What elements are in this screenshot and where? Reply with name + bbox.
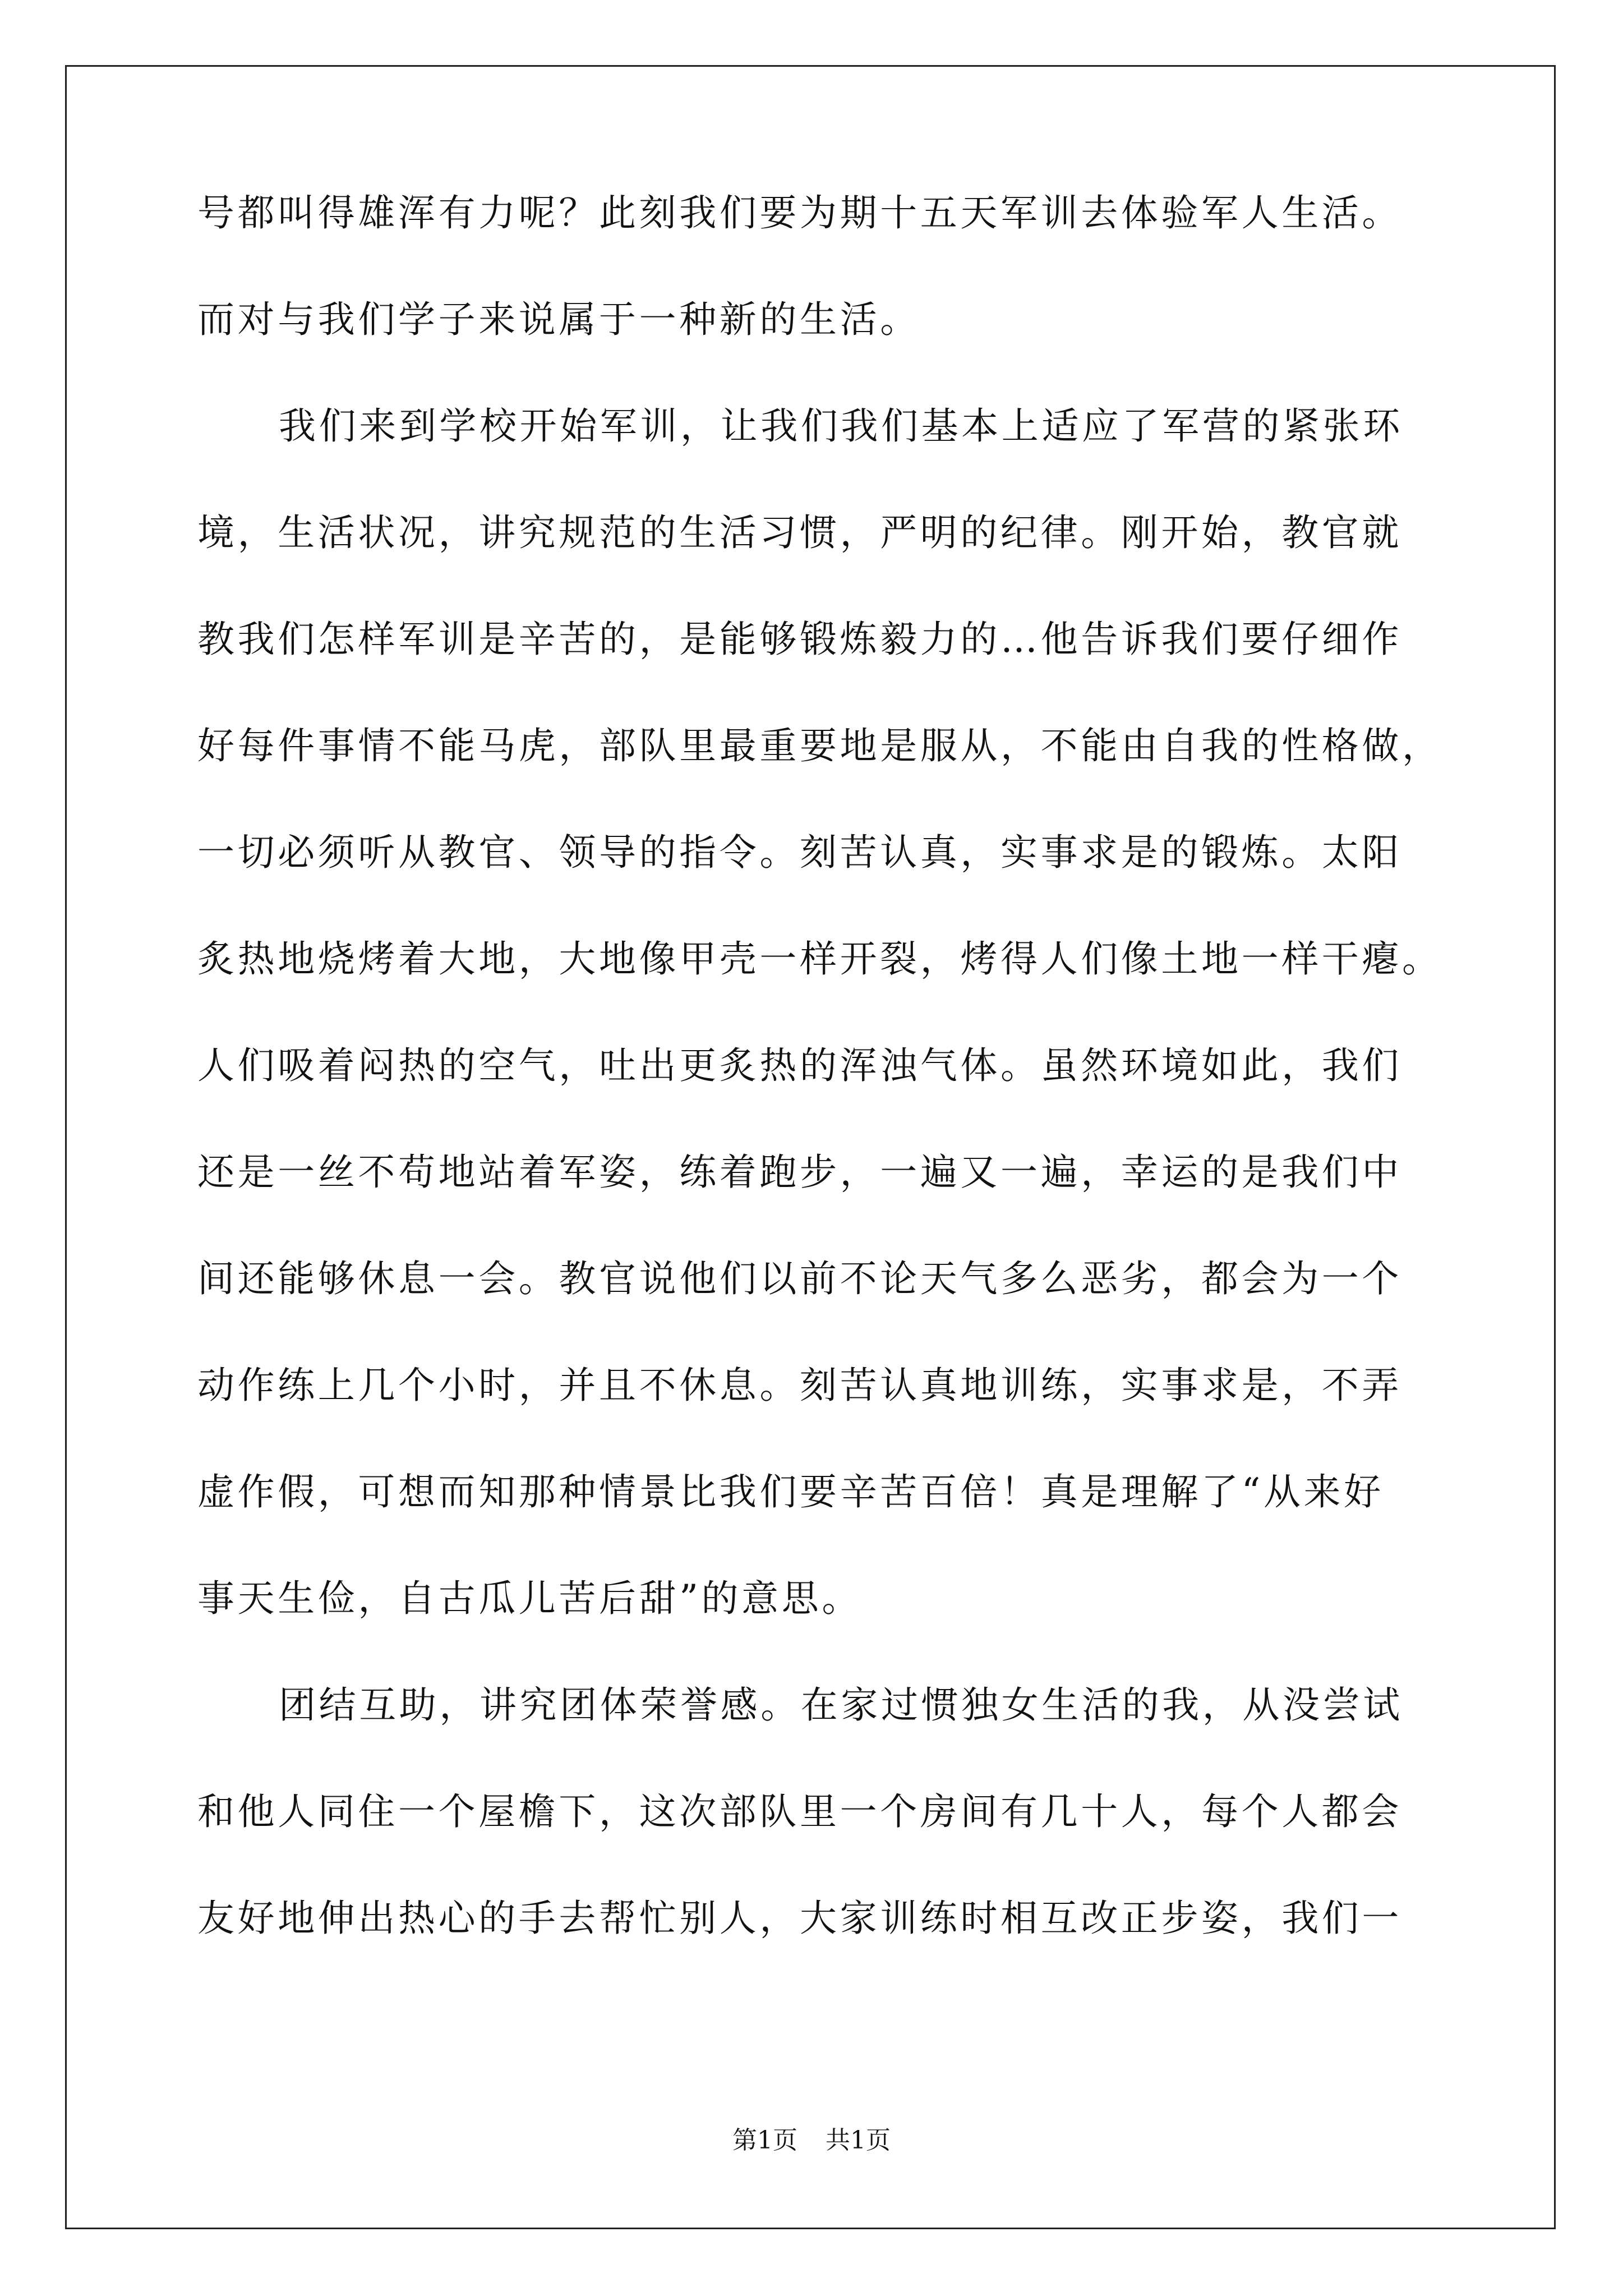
text-line: 号都叫得雄浑有力呢？此刻我们要为期十五天军训去体验军人生活。 [197,191,1402,234]
text-line: 虚作假，可想而知那种情景比我们要辛苦百倍！真是理解了“从来好 [197,1470,1384,1513]
text-line: 炙热地烧烤着大地，大地像甲壳一样开裂，烤得人们像土地一样干瘪。 [197,937,1442,981]
text-line: 友好地伸出热心的手去帮忙别人，大家训练时相互改正步姿，我们一 [197,1897,1402,1940]
text-line: 好每件事情不能马虎，部队里最重要地是服从，不能由自我的性格做， [197,724,1442,767]
text-line: 教我们怎样军训是辛苦的，是能够锻炼毅力的…他告诉我们要仔细作 [197,618,1402,661]
text-line: 事天生俭，自古瓜儿苦后甜”的意思。 [197,1577,862,1620]
page-total: 共1页 [826,2126,891,2155]
text-line: 间还能够休息一会。教官说他们以前不论天气多么恶劣，都会为一个 [197,1257,1402,1300]
text-line: 还是一丝不苟地站着军姿，练着跑步，一遍又一遍，幸运的是我们中 [197,1151,1402,1194]
text-line: 而对与我们学子来说属于一种新的生活。 [197,298,920,341]
page-footer [0,2124,1623,2157]
text-line: 境，生活状况，讲究规范的生活习惯，严明的纪律。刚开始，教官就 [197,511,1402,554]
text-line: 动作练上几个小时，并且不休息。刻苦认真地训练，实事求是，不弄 [197,1364,1402,1407]
text-line: 一切必须听从教官、领导的指令。刻苦认真，实事求是的锻炼。太阳 [197,831,1402,874]
paragraph-start-line: 团结互助，讲究团体荣誉感。在家过惯独女生活的我，从没尝试 [279,1683,1403,1727]
paragraph-start-line: 我们来到学校开始军训，让我们我们基本上适应了军营的紧张环 [279,404,1403,448]
text-line: 人们吸着闷热的空气，吐出更炙热的浑浊气体。虽然环境如此，我们 [197,1044,1402,1087]
text-line: 和他人同住一个屋檐下，这次部队里一个房间有几十人，每个人都会 [197,1790,1402,1833]
page-number: 第1页 [732,2126,797,2155]
